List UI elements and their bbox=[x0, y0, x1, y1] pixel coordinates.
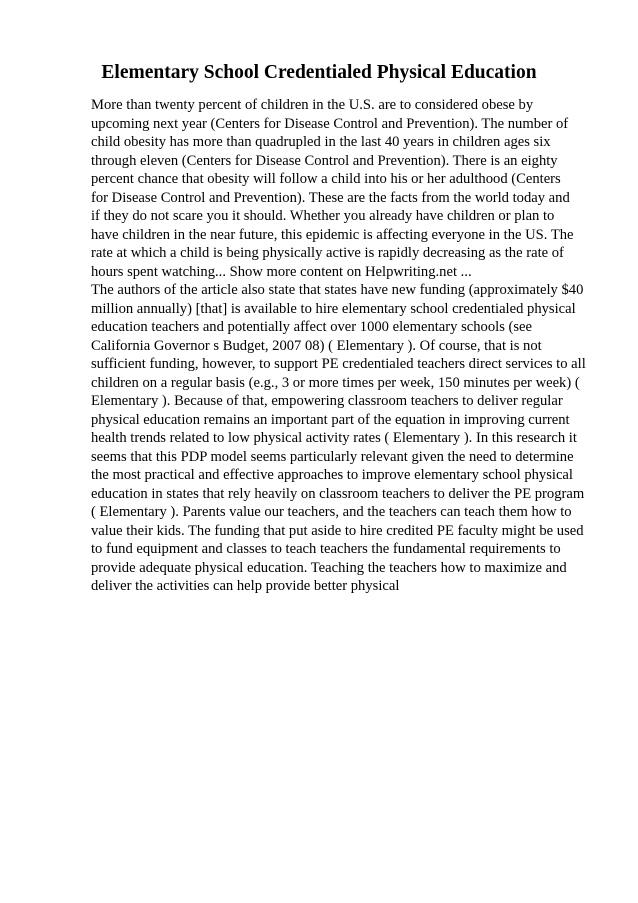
body-line: the most practical and effective approaches to improve elementary school physical bbox=[91, 467, 573, 483]
body-line: education teachers and potentially affect over 1000 elementary schools (see bbox=[91, 319, 533, 335]
body-line: sufficient funding, however, to support PE credentialed teachers direct services to all bbox=[91, 356, 586, 372]
body-line: have children in the near future, this epidemic is affecting everyone in the US. The bbox=[91, 226, 574, 243]
body-line: if they do not scare you it should. Whether you already have children or plan to bbox=[91, 208, 555, 224]
body-line: ( Elementary ). Parents value our teachers, and the teachers can teach them how to bbox=[91, 504, 572, 520]
document-body bbox=[91, 96, 586, 596]
body-line: physical education remains an important part of the equation in improving current bbox=[91, 411, 570, 428]
body-line: deliver the activities can help provide better physical bbox=[91, 578, 400, 594]
body-line: percent chance that obesity will follow a child into his or her adulthood (Centers bbox=[91, 171, 561, 187]
body-line: More than twenty percent of children in the U.S. are to considered obese by bbox=[91, 97, 534, 113]
body-line: children on a regular basis (e.g., 3 or more times per week, 150 minutes per week) ( bbox=[91, 374, 580, 391]
body-line: California Governor s Budget, 2007 08) ( Elementary ). Of course, that is not bbox=[91, 337, 542, 354]
body-line: health trends related to low physical activity rates ( Elementary ). In this research it bbox=[91, 430, 577, 446]
body-line: through eleven (Centers for Disease Control and Prevention). There is an eighty bbox=[91, 152, 558, 169]
body-line: hours spent watching... Show more content on Helpwriting.net ... bbox=[91, 263, 472, 280]
document-title: Elementary School Credentialed Physical Education bbox=[101, 62, 537, 83]
body-line: to fund equipment and classes to teach teachers the fundamental requirements to bbox=[91, 541, 561, 557]
body-line: million annually) [that] is available to hire elementary school credentialed physical bbox=[91, 300, 576, 317]
body-line: for Disease Control and Prevention). These are the facts from the world today and bbox=[91, 189, 570, 206]
body-line: upcoming next year (Centers for Disease Control and Prevention). The number of bbox=[91, 115, 569, 132]
body-line: rate at which a child is being physically active is rapidly decreasing as the rate of bbox=[91, 245, 564, 261]
body-line: The authors of the article also state that states have new funding (approximately $40 bbox=[91, 282, 584, 298]
body-line: seems that this PDP model seems particularly relevant given the need to determine bbox=[91, 448, 574, 465]
body-line: child obesity has more than quadrupled in the last 40 years in children ages six bbox=[91, 134, 551, 150]
body-line: value their kids. The funding that put aside to hire credited PE faculty might be used bbox=[91, 522, 584, 539]
body-line: Elementary ). Because of that, empowering classroom teachers to deliver regular bbox=[91, 393, 563, 409]
body-line: provide adequate physical education. Teaching the teachers how to maximize and bbox=[91, 559, 567, 576]
body-line: education in states that rely heavily on classroom teachers to deliver the PE program bbox=[91, 485, 585, 502]
